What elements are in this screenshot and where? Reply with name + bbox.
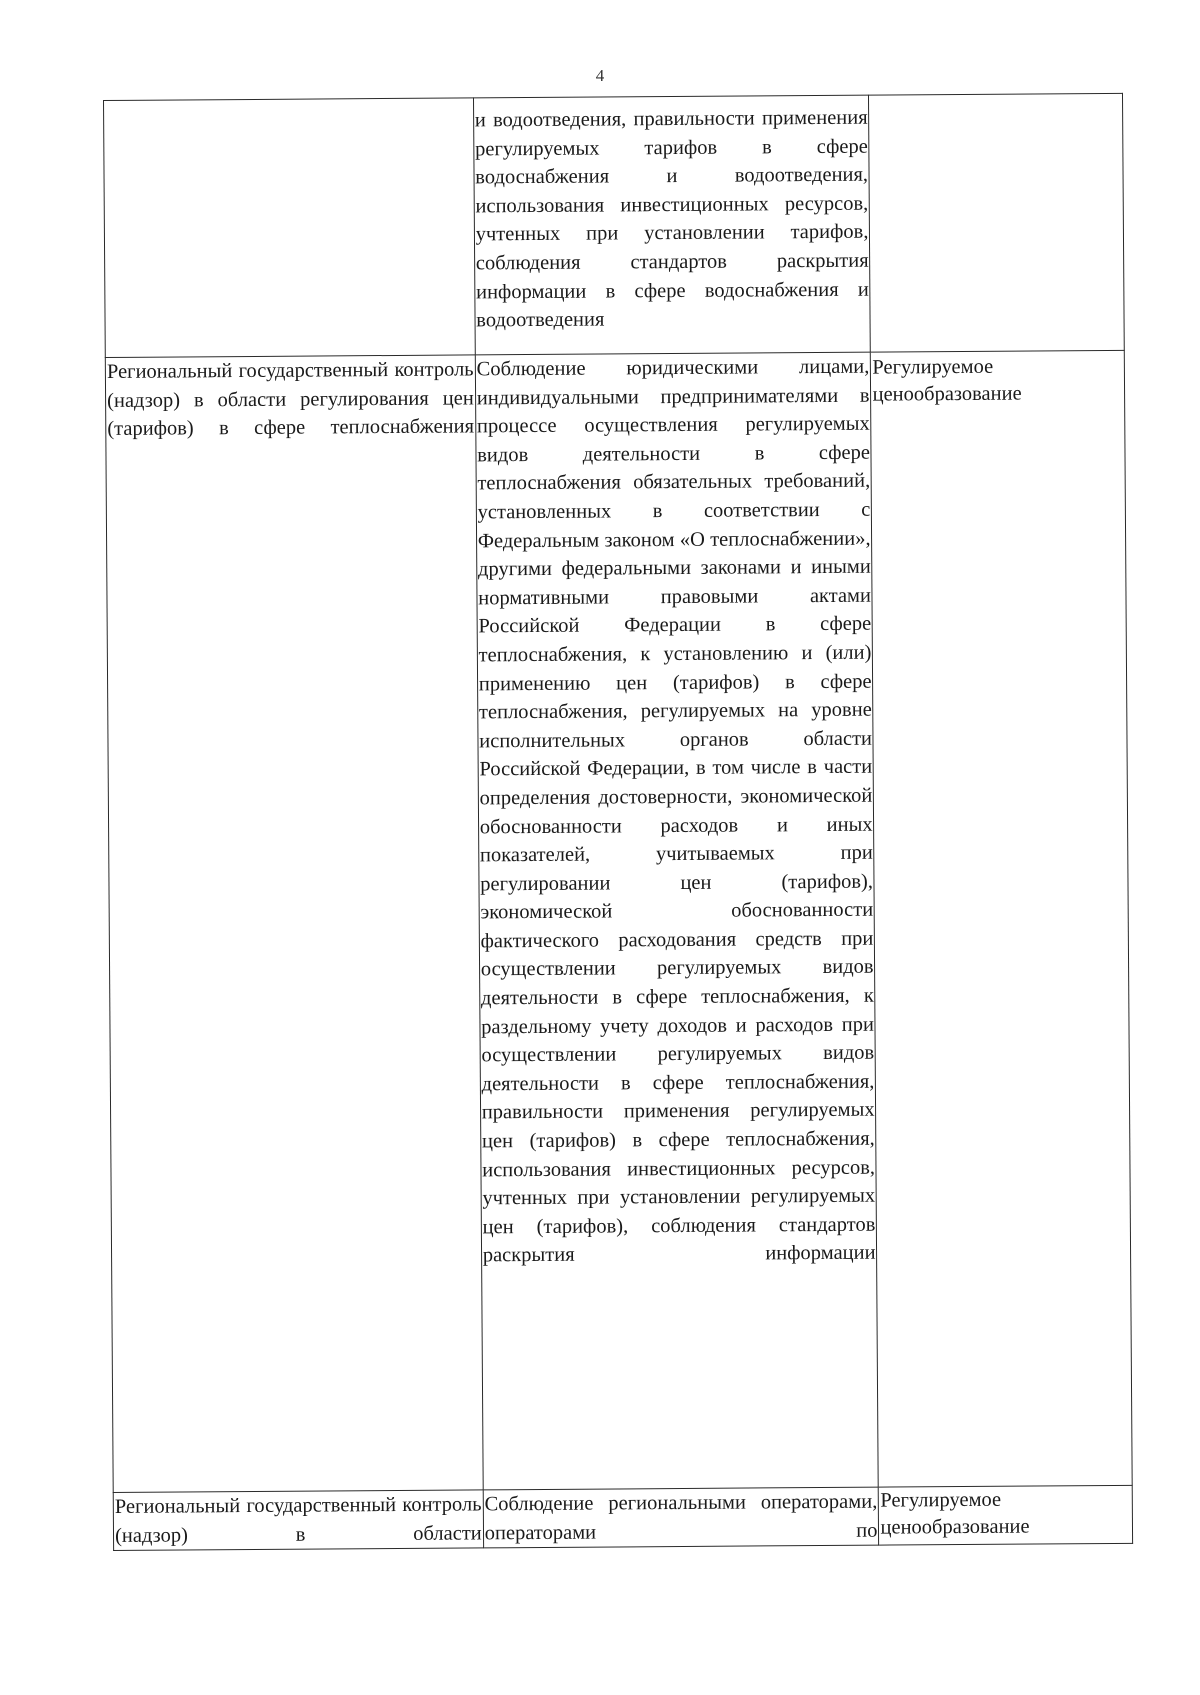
subject-cell: Соблюдение юридическими лицами, индивидуальными предпринимателями в процессе осуществления регулируемых видов деятельности в сфере теплоснабжения обязательных требований, установленных в соответствии с Федеральным законом «О теплоснабжении», другими федеральными законами и иными нормативными правовыми актами Российской Федерации в сфере теплоснабжения, к установлению и (или) применению цен (тарифов) в сфере теплоснабжения, регулируемых на уровне исполнительных органов области Российской Федерации, в том числе в части определения достоверности, экономической обоснованности расходов и иных показателей, учитываемых при регулировании цен (тарифов), экономической обоснованности фактического расходования средств при осуществлении регулируемых видов деятельности в сфере теплоснабжения, к раздельному учету доходов и расходов при осуществлении регулируемых видов деятельности в сфере теплоснабжения, правильности применения регулируемых цен (тарифов) в сфере теплоснабжения, использования инвестиционных ресурсов, учтенных при установлении регулируемых цен (тарифов), соблюдения стандартов раскрытия информации [475, 352, 879, 1490]
table-row [113, 1485, 1132, 1550]
table-row [105, 350, 1132, 1492]
document-table [103, 93, 1133, 1551]
category-cell: Регулируемое ценообразование [879, 1485, 1133, 1545]
subject-cell: и водоотведения, правильности применения регулируемых тарифов в сфере водоснабжения и водоотведения, использования инвестиционных ресурсов, учтенных при установлении тарифов, соблюдения стандартов раскрытия информации в сфере водоснабжения и водоотведения [473, 95, 871, 355]
page-number: 4 [595, 66, 605, 85]
control-type-cell: Региональный государственный контроль (надзор) в области [113, 1490, 483, 1551]
control-type-cell: Региональный государственный контроль (надзор) в области регулирования цен (тарифов) в сфере теплоснабжения [105, 355, 483, 1493]
table-row [104, 93, 1125, 357]
control-type-cell [104, 98, 476, 358]
subject-cell: Соблюдение региональными операторами, операторами по [483, 1487, 879, 1548]
category-cell: Регулируемое ценообразование [871, 350, 1132, 1487]
category-cell [869, 93, 1124, 352]
